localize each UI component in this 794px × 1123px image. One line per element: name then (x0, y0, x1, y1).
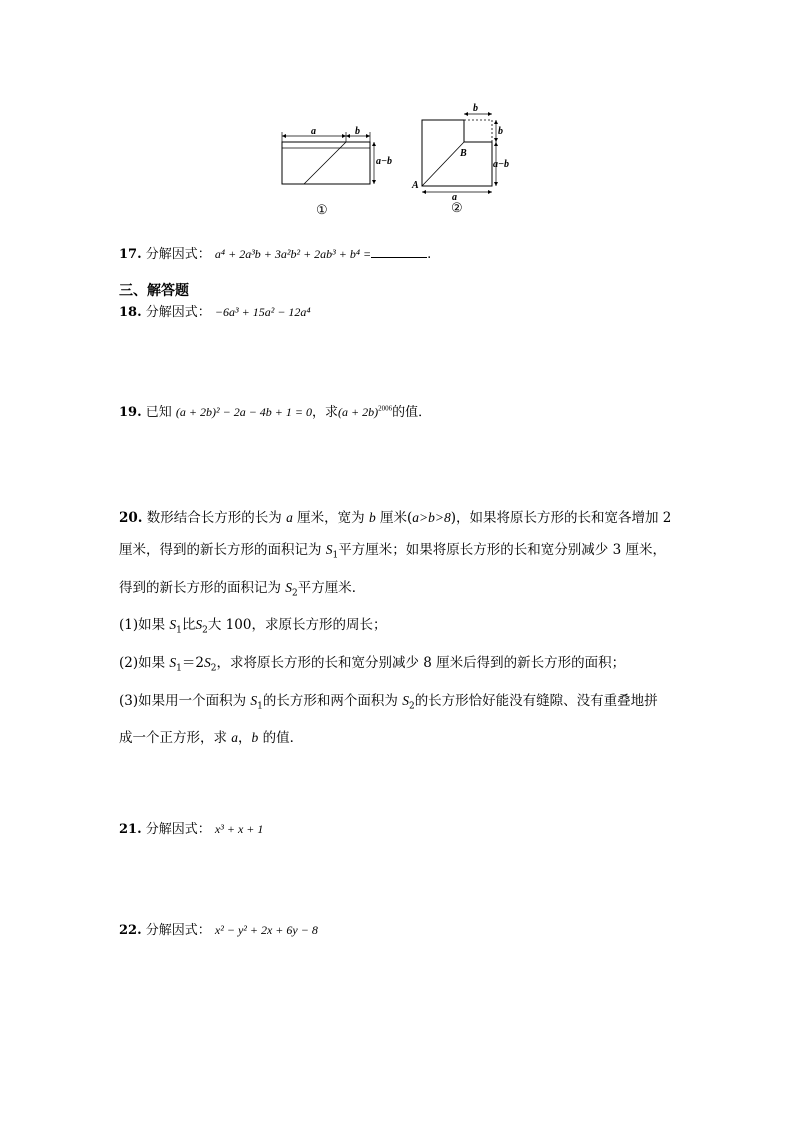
question-19 (119, 401, 431, 420)
q22-number: 22. (119, 923, 142, 938)
q20-part-3-cont: 成一个正方形，求 a，b 的值． (119, 730, 304, 747)
q17-number: 17. (119, 247, 142, 262)
q19-mid: ，求 (312, 405, 339, 420)
fig2-shape (422, 120, 492, 186)
q18-prompt: 分解因式： (145, 305, 211, 320)
q20-line-2: 厘米，得到的新长方形的面积记为 $S_1$平方厘米；如果将原长方形的长和宽分别减少 3 厘米， (119, 542, 666, 561)
q21-number: 21. (119, 822, 142, 837)
q17-expression: a⁴ + 2a³b + 3a²b² + 2ab³ + b⁴ = (214, 247, 372, 261)
q22-prompt: 分解因式： (145, 923, 211, 938)
q19-number: 19. (119, 405, 142, 420)
q20-text: 数形结合长方形的长为 (146, 510, 282, 526)
figure-1 (270, 122, 410, 222)
q19-exponent: 2006 (378, 404, 393, 413)
question-22 (119, 919, 318, 938)
fig1-label-amb: a−b (376, 156, 393, 167)
fig1-label-a: a (311, 126, 316, 137)
fig2-label-amb: a−b (493, 159, 510, 170)
fig2-diagonal (422, 142, 464, 186)
question-21 (119, 818, 263, 837)
q22-expression: x² − y² + 2x + 6y − 8 (214, 923, 318, 937)
q20-part-3: (3)如果用一个面积为 $S_1$的长方形和两个面积为 $S_2$的长方形恰好能没有缝隙、没有重叠地拼 (119, 692, 658, 712)
fig2-point-a: A (412, 180, 419, 191)
q20-var-b: b (368, 510, 376, 525)
q19-prompt-pre: 已知 (145, 405, 172, 420)
q21-prompt: 分解因式： (145, 822, 211, 837)
fig1-caption: ① (316, 202, 328, 217)
q19-expression-1: (a + 2b)² − 2a − 4b + 1 = 0 (175, 405, 312, 419)
q17-end: . (427, 247, 432, 262)
fig2-point-b: B (460, 148, 467, 159)
q20-line-3: 得到的新长方形的面积记为 $S_2$平方厘米． (119, 579, 366, 599)
fig2-caption: ② (451, 200, 463, 215)
q17-prompt: 分解因式： (145, 247, 211, 262)
q20-number: 20. (119, 510, 143, 526)
figure-2 (406, 100, 526, 218)
question-20 (119, 502, 699, 754)
q18-number: 18. (119, 305, 142, 320)
q20-condition: a>b>8 (412, 510, 451, 525)
q20-line-1: 20. 数形结合长方形的长为 a 厘米，宽为 b 厘米(a>b>8)，如果将原长方形的长和宽各增加 2 (119, 510, 672, 526)
q20-part-2: (2)如果 $S_1=2S_2$，求将原长方形的长和宽分别减少 8 厘米后得到的新长方形的面积； (119, 655, 626, 674)
q19-expression-2: (a + 2b) (338, 405, 379, 419)
q19-post: 的值． (392, 405, 432, 420)
fig1-label-b: b (355, 126, 360, 137)
fig2-label-a: a (452, 192, 457, 203)
q21-expression: x³ + x + 1 (214, 822, 264, 836)
section-3-heading: 三、解答题 (119, 283, 189, 299)
question-17 (119, 243, 431, 262)
q20-var-a: a (286, 510, 293, 525)
question-18 (119, 301, 311, 320)
fig2-cut-square (464, 120, 492, 142)
fig2-label-b-side: b (498, 126, 503, 137)
q20-part-1: (1)如果 $S_1$比$S_2$大 100，求原长方形的周长； (119, 617, 387, 637)
q17-answer-blank[interactable] (371, 246, 427, 258)
fig2-label-b-top: b (473, 103, 478, 114)
q18-expression: −6a³ + 15a² − 12a⁴ (214, 305, 311, 319)
